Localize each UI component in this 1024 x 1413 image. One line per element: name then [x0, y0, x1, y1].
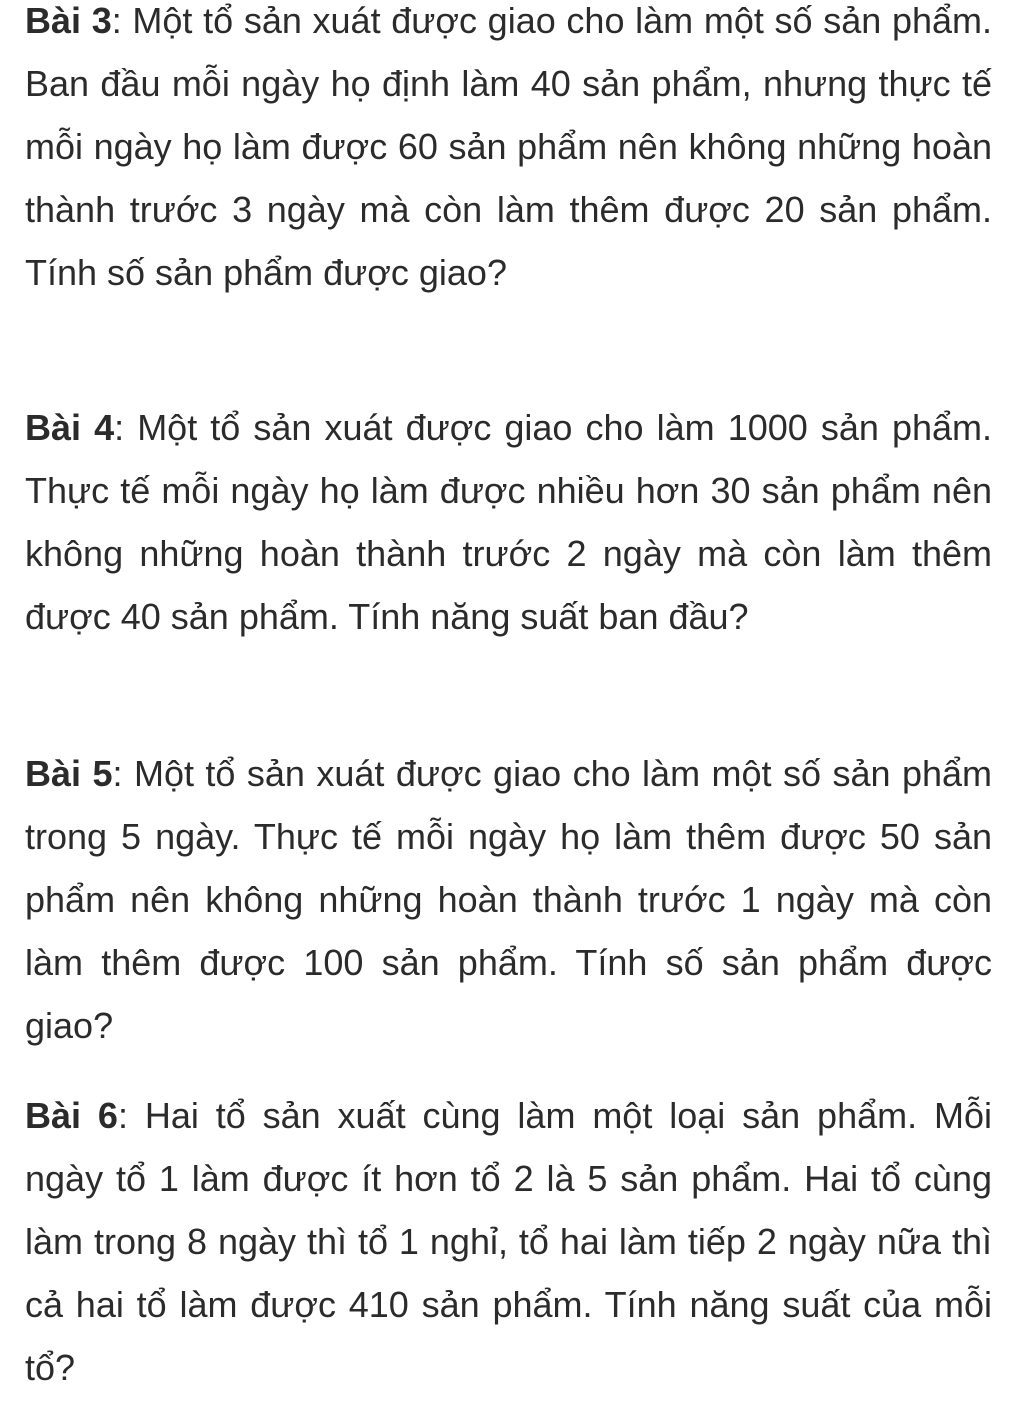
- problem-5-label: Bài 5: [25, 753, 113, 794]
- problem-4-text: : Một tổ sản xuát được giao cho làm 1000 sản phẩm. Thực tế mỗi ngày họ làm được nhiều hơn 30 sản phẩm nên không những hoàn thành trước 2 ngày mà còn làm thêm được 40 sản phẩm. Tính năng suất ban đầu?: [25, 407, 993, 637]
- problem-3: [25, 0, 992, 304]
- problem-3-label: Bài 3: [25, 0, 112, 41]
- problem-6-text: : Hai tổ sản xuất cùng làm một loại sản phẩm. Mỗi ngày tổ 1 làm được ít hơn tổ 2 là 5 sản phẩm. Hai tổ cùng làm trong 8 ngày thì tổ 1 nghỉ, tổ hai làm tiếp 2 ngày nữa thì cả hai tổ làm được 410 sản phẩm. Tính năng suất của mỗi tổ?: [25, 1095, 993, 1388]
- problem-6-label: Bài 6: [25, 1095, 118, 1136]
- problem-4-label: Bài 4: [25, 407, 115, 448]
- problem-5: [25, 742, 992, 1057]
- problem-3-text: : Một tổ sản xuát được giao cho làm một số sản phẩm. Ban đầu mỗi ngày họ định làm 40 sản phẩm, nhưng thực tế mỗi ngày họ làm được 60 sản phẩm nên không những hoàn thành trước 3 ngày mà còn làm thêm được 20 sản phẩm. Tính số sản phẩm được giao?: [25, 0, 993, 293]
- problem-4: [25, 396, 992, 648]
- problem-5-text: : Một tổ sản xuát được giao cho làm một số sản phẩm trong 5 ngày. Thực tế mỗi ngày họ làm thêm được 50 sản phẩm nên không những hoàn thành trước 1 ngày mà còn làm thêm được 100 sản phẩm. Tính số sản phẩm được giao?: [25, 753, 992, 1046]
- problem-6: [25, 1084, 992, 1399]
